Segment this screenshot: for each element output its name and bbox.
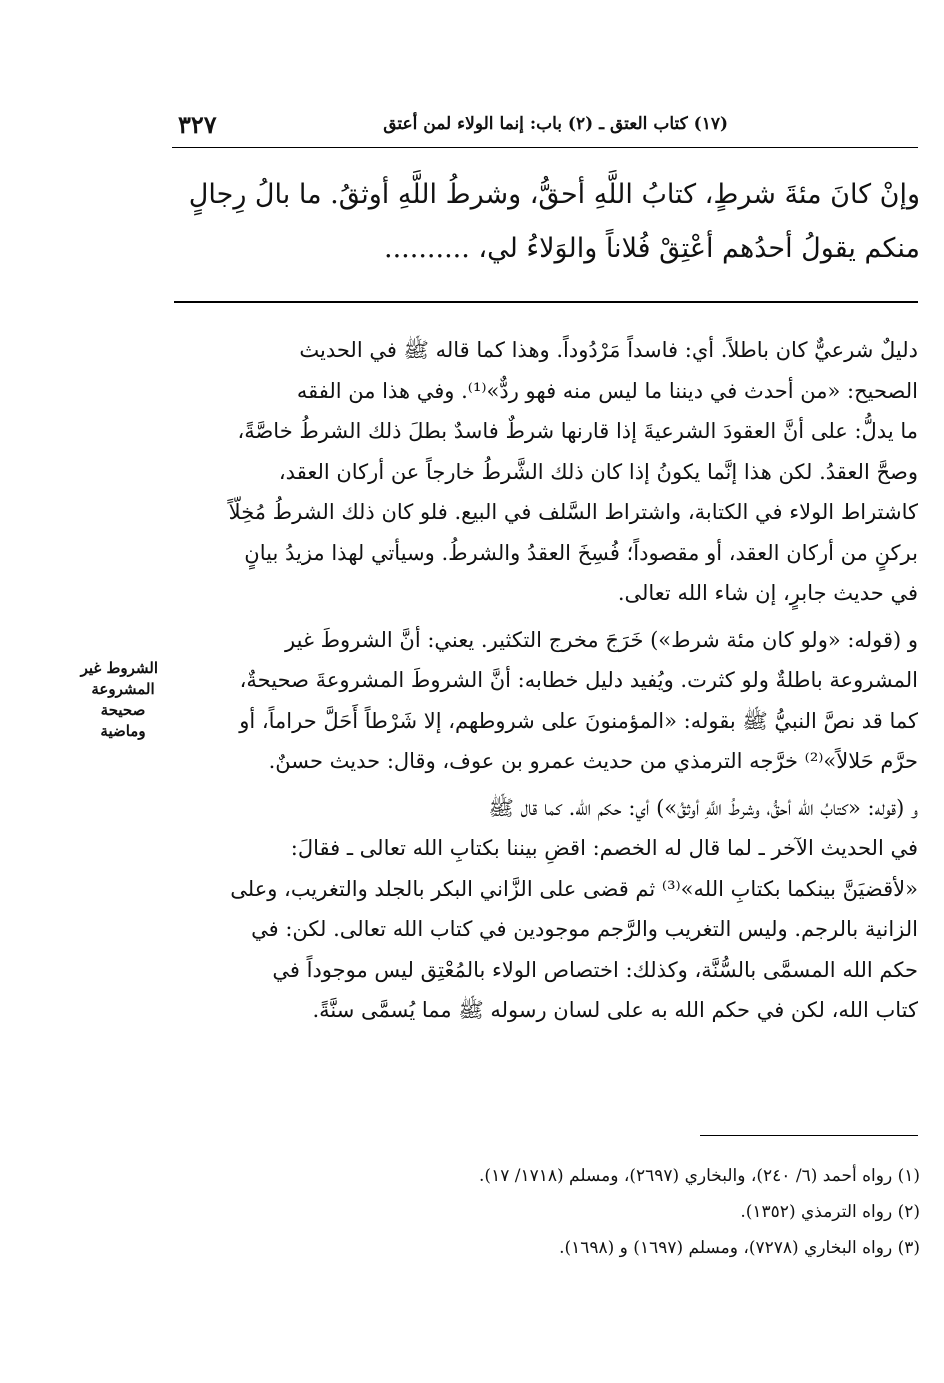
- margin-note-line: الشروط غير: [80, 659, 158, 677]
- commentary-line: ما يدلُّ: على أنَّ العقودَ الشرعيةَ إذا قارنها شرطٌ فاسدٌ بطلَ ذلك الشرطُ خاصَّةً،: [237, 419, 918, 443]
- hadith-line: وإنْ كانَ مئةَ شرطٍ، كتابُ اللَّهِ أحقُّ، وشرطُ اللَّهِ أوثقُ. ما بالُ رِجالٍ: [188, 179, 920, 210]
- commentary-line: و (قوله: «كتابُ الله أحقُّ، وشرطُ اللَّهِ أوثقُ») أي: حكم الله. كما قال ﷺ: [488, 795, 918, 820]
- commentary-paragraph: [160, 330, 918, 614]
- commentary-line: و (قوله: «ولو كان مئة شرط») خَرَجَ مخرج التكثير. يعني: أنَّ الشروطَ غير: [285, 627, 918, 652]
- footnote: (٢) رواه الترمذي (١٣٥٢).: [740, 1202, 920, 1222]
- footnotes: [300, 1158, 920, 1266]
- commentary-line: الصحيح: «من أحدث في ديننا ما ليس منه فهو ردٌّ»⁽¹⁾. وفي هذا من الفقه: [296, 378, 918, 403]
- commentary-paragraph: [160, 788, 918, 1031]
- commentary-line: كما قد نصَّ النبيُّ ﷺ بقوله: «المؤمنونَ على شروطهم، إلا شَرْطاً أَحَلَّ حراماً، أو: [239, 708, 918, 733]
- commentary-line: دليلٌ شرعيٌّ كان باطلاً. أي: فاسداً مَرْدُوداً. وهذا كما قاله ﷺ في الحديث: [299, 338, 918, 362]
- commentary-line: بركنٍ من أركان العقد، أو مقصوداً؛ فُسِخَ العقدُ والشرطُ. وسيأتي لهذا مزيدُ بيانٍ: [244, 540, 918, 565]
- footnote-divider: [700, 1135, 918, 1136]
- margin-note-line: المشروعة: [91, 680, 155, 698]
- margin-note-line: صحيحة: [100, 701, 146, 719]
- running-title: (١٧) كتاب العتق ـ (٢) باب: إنما الولاء لمن أعتق: [383, 114, 728, 134]
- commentary-line: في الحديث الآخر ـ لما قال له الخصم: اقضِ بيننا بكتابِ الله تعالى ـ فقالَ:: [290, 836, 918, 860]
- commentary-line: كاشتراط الولاء في الكتابة، واشتراط السَّلف في البيع. فلو كان ذلك الشرطُ مُخِلّاً: [228, 500, 918, 524]
- commentary-line: حكم الله المسمَّى بالسُّنَّة، وكذلك: اختصاص الولاء بالمُعْتِق ليس موجوداً في: [272, 957, 918, 982]
- hadith-line: منكم يقولُ أحدُهم أعْتِقْ فُلاناً والوَلاءُ لي، ..........: [384, 233, 920, 264]
- margin-note-line: وماضية: [100, 722, 146, 740]
- footnote: (١) رواه أحمد (٦/ ٢٤٠)، والبخاري (٢٦٩٧)، ومسلم (١٧١٨/ ١٧).: [479, 1166, 920, 1186]
- commentary: [160, 330, 918, 1037]
- commentary-line: «لأقضيَنَّ بينكما بكتابِ الله»⁽³⁾ ثم قضى على الزَّاني البكر بالجلد والتغريب، وعلى: [230, 876, 918, 901]
- hadith-divider: [174, 301, 918, 303]
- margin-note: [80, 658, 158, 742]
- commentary-paragraph: [160, 620, 918, 782]
- page-number: ٣٢٧: [178, 110, 217, 139]
- commentary-line: كتاب الله، لكن في حكم الله به على لسان رسوله ﷺ مما يُسمَّى سنَّةً.: [312, 998, 918, 1022]
- header-rule: [172, 147, 918, 148]
- commentary-line: المشروعة باطلةٌ ولو كثرت. ويُفيد دليل خطابه: أنَّ الشروطَ المشروعةَ صحيحةٌ،: [239, 668, 918, 692]
- commentary-line: في حديث جابرٍ، إن شاء الله تعالى.: [617, 581, 918, 605]
- hadith-text: [165, 168, 920, 276]
- footnote: (٣) رواه البخاري (٧٢٧٨)، ومسلم (١٦٩٧) و (١٦٩٨).: [559, 1238, 920, 1258]
- commentary-line: وصحَّ العقدُ. لكن هذا إنَّما يكونُ إذا كان ذلك الشَّرطُ خارجاً عن أركان العقد،: [278, 459, 918, 484]
- running-header: [172, 110, 918, 142]
- commentary-line: الزانية بالرجم. وليس التغريب والرَّجم موجودين في كتاب الله تعالى. لكن: في: [251, 917, 918, 941]
- commentary-line: حرَّم حَلالاً»⁽²⁾ خرَّجه الترمذي من حديث عمرو بن عوف، وقال: حديث حسنٌ.: [268, 749, 918, 773]
